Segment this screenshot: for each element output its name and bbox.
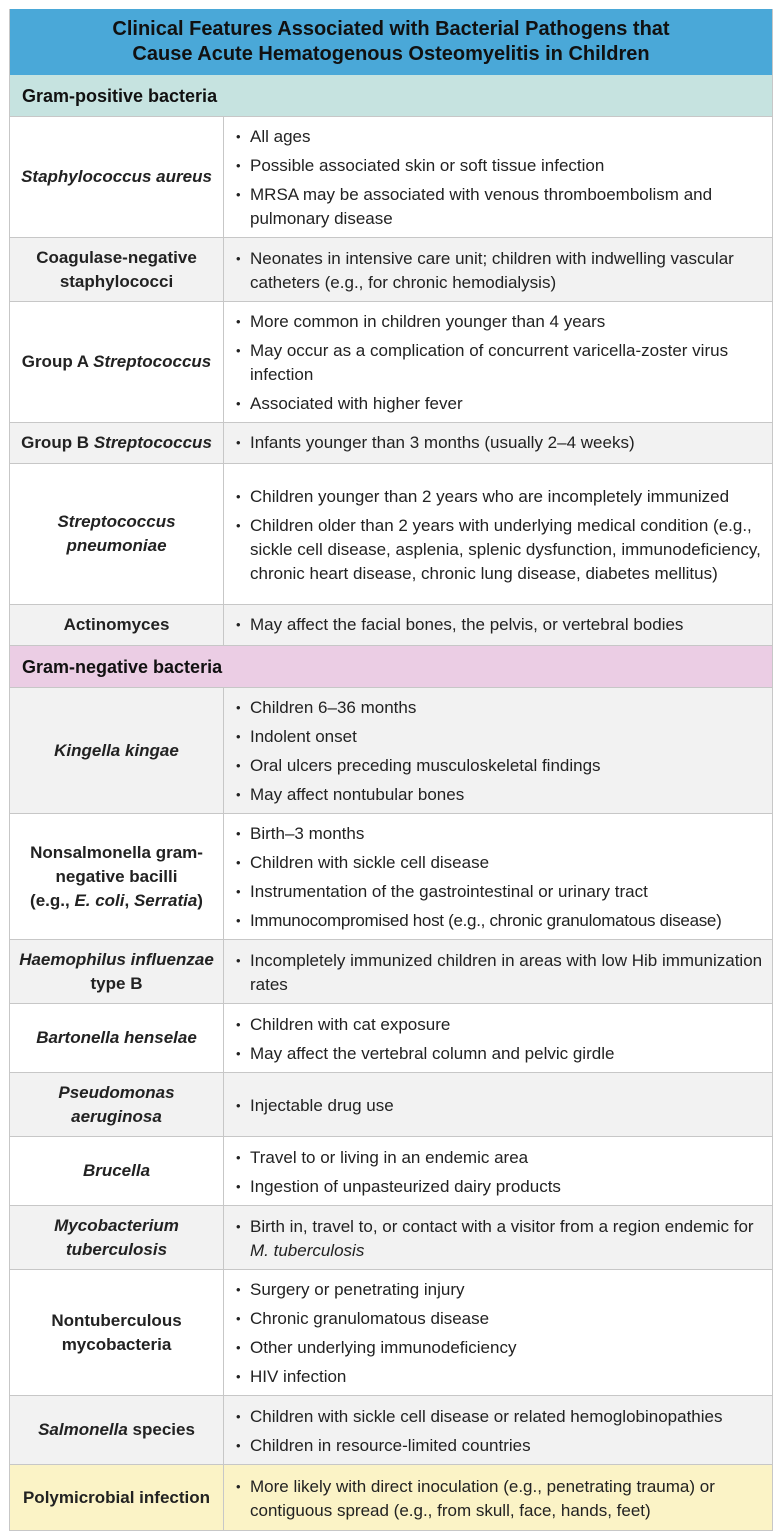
features-cell xyxy=(224,1270,772,1395)
pathogen-name-close: ) xyxy=(197,890,203,910)
features-cell xyxy=(224,1004,772,1072)
features-cell xyxy=(224,605,772,645)
table-row-nonsalmonella xyxy=(10,814,772,940)
table-row-actinomyces xyxy=(10,605,772,646)
feature-text: Birth in, travel to, or contact with a visitor from a region endemic for xyxy=(250,1216,754,1236)
feature-item: • May affect the facial bones, the pelvis, or vertebral bodies xyxy=(236,613,764,637)
feature-item: • Children with cat exposure xyxy=(236,1013,764,1037)
table-row-haemophilus xyxy=(10,940,772,1004)
feature-item: • Children older than 2 years with underlying medical condition (e.g., sickle cell disease, asplenia, splenic dysfunction, immunodeficiency, chronic heart disease, chronic lung disease, diabetes mellitus) xyxy=(236,514,764,586)
feature-item: • Birth–3 months xyxy=(236,822,764,846)
section-gram-negative: Gram-negative bacteria xyxy=(10,646,772,688)
pathogen-name-text: Bartonella henselae xyxy=(36,1028,197,1047)
feature-item: • Chronic granulomatous disease xyxy=(236,1307,764,1331)
features-cell xyxy=(224,1465,772,1530)
pathogen-name-italic: Haemophilus influenzae xyxy=(19,949,214,969)
table-row-polymicrobial xyxy=(10,1465,772,1531)
table-row-brucella xyxy=(10,1137,772,1206)
feature-item: • Oral ulcers preceding musculoskeletal findings xyxy=(236,754,764,778)
pathogen-name-serratia: Serratia xyxy=(133,890,198,910)
pathogen-name xyxy=(10,302,224,422)
features-cell xyxy=(224,117,772,237)
table-row-group-b-strep xyxy=(10,423,772,464)
feature-item: • Possible associated skin or soft tissue infection xyxy=(236,154,764,178)
table-row-mtb xyxy=(10,1206,772,1270)
feature-item: • All ages xyxy=(236,125,764,149)
table-row-ntm xyxy=(10,1270,772,1396)
table-title-line1: Clinical Features Associated with Bacterial Pathogens that xyxy=(112,18,670,40)
feature-item: • Children in resource-limited countries xyxy=(236,1434,764,1458)
feature-item: • More common in children younger than 4 years xyxy=(236,310,764,334)
pathogen-name-text: Pseudomonas aeruginosa xyxy=(58,1082,175,1126)
pathogen-name-text: Staphylococcus aureus xyxy=(21,167,212,186)
feature-item: • MRSA may be associated with venous thromboembolism and pulmonary disease xyxy=(236,183,764,231)
features-cell xyxy=(224,1073,772,1136)
feature-item xyxy=(236,1215,764,1263)
feature-item: • Travel to or living in an endemic area xyxy=(236,1146,764,1170)
table-row-salmonella xyxy=(10,1396,772,1465)
pathogen-name: Nontuberculous mycobacteria xyxy=(10,1270,224,1395)
pathogen-name-italic: Streptococcus xyxy=(93,352,212,371)
pathogen-name-prefix: Group A xyxy=(21,352,94,371)
pathogen-name-text: Kingella kingae xyxy=(54,740,179,760)
feature-item: • Other underlying immunodeficiency xyxy=(236,1336,764,1360)
table-row-staph-aureus xyxy=(10,117,772,238)
pathogen-name-open: (e.g., xyxy=(30,890,75,910)
pathogen-name xyxy=(10,1206,224,1269)
feature-item: • Infants younger than 3 months (usually 2–4 weeks) xyxy=(236,431,764,455)
feature-item: • Children younger than 2 years who are incompletely immunized xyxy=(236,485,764,509)
pathogen-name: Polymicrobial infection xyxy=(10,1465,224,1530)
pathogen-name-text: Brucella xyxy=(82,1161,151,1180)
feature-item: • Surgery or penetrating injury xyxy=(236,1278,764,1302)
pathogen-name-suffix: species xyxy=(127,1420,195,1439)
features-cell xyxy=(224,688,772,813)
pathogen-name xyxy=(10,940,224,1003)
features-cell xyxy=(224,1206,772,1269)
pathogen-name xyxy=(10,688,224,813)
pathogen-name: Actinomyces xyxy=(10,605,224,645)
pathogen-name-italic: Salmonella xyxy=(38,1420,128,1439)
table-row-bartonella xyxy=(10,1004,772,1073)
pathogen-name xyxy=(10,1137,224,1205)
features-cell xyxy=(224,302,772,422)
features-cell xyxy=(224,423,772,463)
features-cell xyxy=(224,238,772,301)
feature-item: • Incompletely immunized children in areas with low Hib immunization rates xyxy=(236,949,764,997)
feature-item: • More likely with direct inoculation (e.g., penetrating trauma) or contiguous spread (e.g., from skull, face, hands, feet) xyxy=(236,1475,764,1523)
feature-item: • Instrumentation of the gastrointestinal or urinary tract xyxy=(236,880,764,904)
pathogen-name xyxy=(10,1396,224,1464)
table-row-strep-pneumoniae xyxy=(10,464,772,605)
feature-item: • Children with sickle cell disease xyxy=(236,851,764,875)
feature-item: • May affect nontubular bones xyxy=(236,783,764,807)
feature-item: • Immunocompromised host (e.g., chronic granulomatous disease) xyxy=(236,909,764,933)
features-cell xyxy=(224,1137,772,1205)
pathogen-name-text: Streptococcus pneumoniae xyxy=(57,512,176,555)
pathogen-name-ecoli: E. coli xyxy=(74,890,125,910)
features-cell xyxy=(224,814,772,939)
pathogen-name-prefix: Group B xyxy=(21,433,94,452)
pathogen-name-italic: Streptococcus xyxy=(93,433,212,452)
feature-item: • Associated with higher fever xyxy=(236,392,764,416)
features-cell xyxy=(224,464,772,604)
table-row-kingella xyxy=(10,688,772,814)
osteomyelitis-table xyxy=(9,9,773,1531)
section-gram-positive: Gram-positive bacteria xyxy=(10,75,772,117)
features-cell xyxy=(224,940,772,1003)
pathogen-name xyxy=(10,814,224,939)
features-cell xyxy=(224,1396,772,1464)
pathogen-name-sep: , xyxy=(124,890,134,910)
feature-item: • Injectable drug use xyxy=(236,1094,764,1118)
pathogen-name xyxy=(10,117,224,237)
feature-item: • May affect the vertebral column and pelvic girdle xyxy=(236,1042,764,1066)
pathogen-name: Coagulase-negative staphylococci xyxy=(10,238,224,301)
pathogen-name xyxy=(10,1004,224,1072)
table-title-line2: Cause Acute Hematogenous Osteomyelitis in Children xyxy=(132,43,650,65)
feature-item: • Children with sickle cell disease or related hemoglobinopathies xyxy=(236,1405,764,1429)
pathogen-name xyxy=(10,464,224,604)
pathogen-name xyxy=(10,423,224,463)
table-row-coag-neg xyxy=(10,238,772,302)
table-title xyxy=(10,9,772,75)
table-row-pseudomonas xyxy=(10,1073,772,1137)
pathogen-name xyxy=(10,1073,224,1136)
feature-item: • Neonates in intensive care unit; children with indwelling vascular catheters (e.g., for chronic hemodialysis) xyxy=(236,247,764,295)
feature-item: • Children 6–36 months xyxy=(236,696,764,720)
pathogen-name-suffix: type B xyxy=(90,973,143,993)
table-row-group-a-strep xyxy=(10,302,772,423)
feature-item: • Indolent onset xyxy=(236,725,764,749)
pathogen-name-line1: Nonsalmonella gram-negative bacilli xyxy=(30,842,203,886)
feature-italic: M. tuberculosis xyxy=(250,1240,365,1260)
pathogen-name-text: Mycobacterium tuberculosis xyxy=(54,1215,179,1259)
feature-item: • HIV infection xyxy=(236,1365,764,1389)
feature-item: • May occur as a complication of concurrent varicella-zoster virus infection xyxy=(236,339,764,387)
feature-item: • Ingestion of unpasteurized dairy products xyxy=(236,1175,764,1199)
